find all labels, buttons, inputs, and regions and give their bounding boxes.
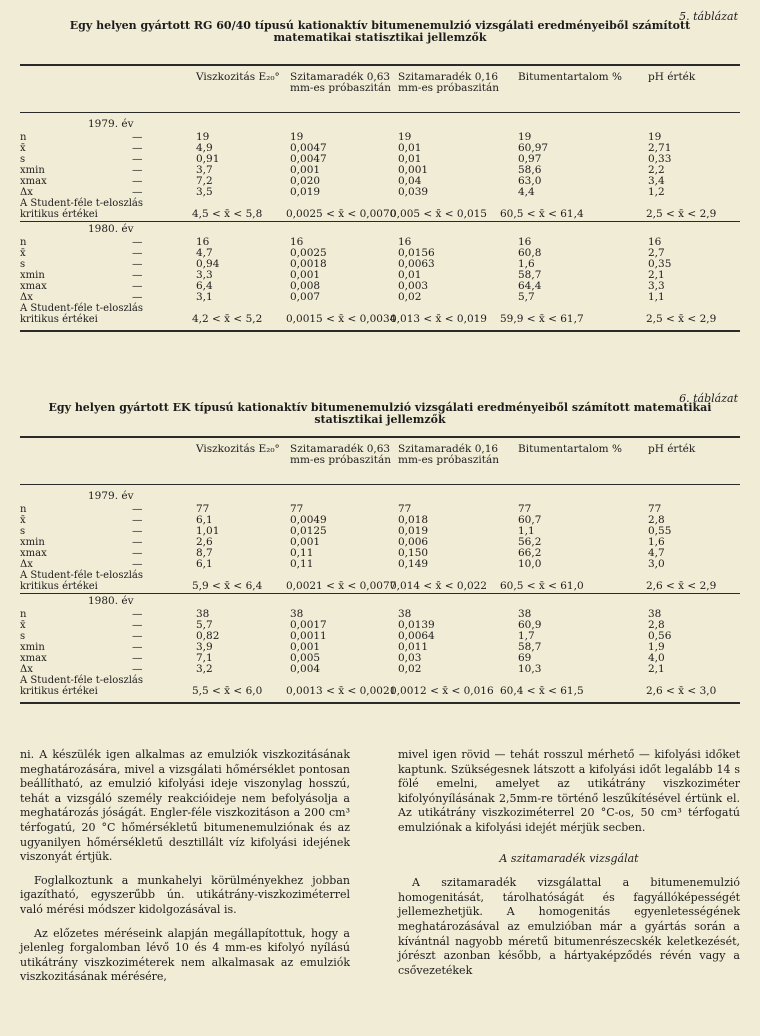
crit-interval: 0,0015 < x̄ < 0,0034 <box>286 313 397 325</box>
row-dash: — <box>132 547 143 559</box>
column-header: Szitamaradék 0,63 mm-es próbaszitán <box>290 71 391 94</box>
table-cell: 16 <box>518 236 532 248</box>
table-cell: 2,2 <box>648 164 665 176</box>
column-header: Bitumentartalom % <box>518 71 622 83</box>
table-cell: 5,7 <box>196 619 213 631</box>
row-label: xmax <box>20 548 47 559</box>
crit-label: kritikus értékei <box>20 581 98 592</box>
table-top-rule <box>20 64 740 66</box>
table-cell: 1,9 <box>648 641 665 653</box>
row-dash: — <box>132 536 143 548</box>
table-cell: 4,4 <box>518 186 535 198</box>
table-cell: 1,7 <box>518 630 535 642</box>
table-cell: 16 <box>196 236 210 248</box>
table-cell: 1,1 <box>648 291 665 303</box>
left-paragraph-1: ni. A készülék igen alkalmas az emulziók viszkozitásának meghatározására, mivel a vizsgálati hőmérséklet pontosan beállítható, az emulzió kifolyási ideje viszonylag hosszú, tehát a vizsgáló személy reakcióideje nem befolyásolja a meghatározás jóságát. Engler-féle viszkozitáson a 200 cm³ térfogatú, 20 °C hőmérsékletű bitumenemulziónak és az ugyanilyen hőmérsékletű desztillált víz kifolyási idejének viszonyát értjük. <box>20 748 350 864</box>
table-cell: 0,0025 <box>290 247 327 259</box>
row-label: Δx <box>20 187 33 198</box>
table-cell: 0,0064 <box>398 630 435 642</box>
table-cell: 6,1 <box>196 558 213 570</box>
table-cell: 3,1 <box>196 291 213 303</box>
table-cell: 16 <box>290 236 304 248</box>
table-cell: 3,3 <box>196 269 213 281</box>
table-cell: 19 <box>648 131 662 143</box>
table-cell: 4,7 <box>196 247 213 259</box>
table-cell: 77 <box>398 503 412 515</box>
row-label: xmin <box>20 537 45 548</box>
table-cell: 0,149 <box>398 558 429 570</box>
table-cell: 0,97 <box>518 153 542 165</box>
table-cell: 2,7 <box>648 247 665 259</box>
table-cell: 56,2 <box>518 536 542 548</box>
table-cell: 58,7 <box>518 641 542 653</box>
table-cell: 4,0 <box>648 652 665 664</box>
table-cell: 38 <box>518 608 532 620</box>
row-label: x̄ <box>20 248 26 259</box>
crit-interval: 2,5 < x̄ < 2,9 <box>646 208 717 220</box>
table-cell: 8,7 <box>196 547 213 559</box>
table-cell: 5,7 <box>518 291 535 303</box>
table-cell: 2,1 <box>648 663 665 675</box>
crit-interval: 2,6 < x̄ < 2,9 <box>646 580 717 592</box>
crit-interval: 4,2 < x̄ < 5,2 <box>192 313 263 325</box>
table-cell: 0,55 <box>648 525 672 537</box>
table-cell: 3,7 <box>196 164 213 176</box>
table-bottom-rule <box>20 702 740 704</box>
table-cell: 77 <box>196 503 210 515</box>
crit-label: kritikus értékei <box>20 209 98 220</box>
table-cell: 69 <box>518 652 532 664</box>
row-dash: — <box>132 175 143 187</box>
table-cell: 10,0 <box>518 558 542 570</box>
table-cell: 7,1 <box>196 652 213 664</box>
table-cell: 7,2 <box>196 175 213 187</box>
table-6 <box>0 392 760 426</box>
column-header: Viszkozitás E₂₀° <box>196 71 280 83</box>
table-cell: 1,6 <box>518 258 535 270</box>
crit-interval: 0,0013 < x̄ < 0,0021 <box>286 685 397 697</box>
table-cell: 2,8 <box>648 514 665 526</box>
row-label: xmin <box>20 642 45 653</box>
row-label: s <box>20 631 26 642</box>
table-5-number: 5. táblázat <box>679 10 738 23</box>
row-dash: — <box>132 619 143 631</box>
row-label: n <box>20 609 27 620</box>
table-cell: 10,3 <box>518 663 542 675</box>
table-cell: 3,0 <box>648 558 665 570</box>
table-cell: 0,001 <box>290 269 321 281</box>
table-cell: 58,7 <box>518 269 542 281</box>
crit-interval: 0,0025 < x̄ < 0,0070 <box>286 208 397 220</box>
row-dash: — <box>132 153 143 165</box>
row-dash: — <box>132 630 143 642</box>
table-cell: 3,4 <box>648 175 665 187</box>
row-dash: — <box>132 247 143 259</box>
table-cell: 1,2 <box>648 186 665 198</box>
crit-interval: 2,5 < x̄ < 2,9 <box>646 313 717 325</box>
crit-label: A Student-féle t-eloszlás <box>20 570 144 581</box>
group-separator-rule <box>20 593 740 594</box>
table-cell: 38 <box>648 608 662 620</box>
table-cell: 0,001 <box>290 164 321 176</box>
left-column <box>20 748 350 994</box>
table-cell: 0,004 <box>290 663 321 675</box>
row-dash: — <box>132 652 143 664</box>
table-cell: 0,0156 <box>398 247 435 259</box>
left-paragraph-3: Az előzetes méréseink alapján megállapítottuk, hogy a jelenleg forgalomban lévő 10 és 4 mm-es kifolyó nyílású utikátrány viszkoziméterek nem alkalmasak az emulziók viszkozitásának mérésére, <box>20 926 350 984</box>
row-dash: — <box>132 503 143 515</box>
crit-label: A Student-féle t-eloszlás <box>20 198 144 209</box>
row-dash: — <box>132 131 143 143</box>
year-label: 1979. év <box>88 118 134 130</box>
table-cell: 3,9 <box>196 641 213 653</box>
table-cell: 0,001 <box>290 536 321 548</box>
table-cell: 0,0139 <box>398 619 435 631</box>
table-cell: 0,11 <box>290 558 314 570</box>
table-cell: 0,01 <box>398 269 422 281</box>
crit-interval: 60,5 < x̄ < 61,0 <box>500 580 584 592</box>
table-cell: 0,0125 <box>290 525 327 537</box>
row-label: xmax <box>20 653 47 664</box>
crit-interval: 0,013 < x̄ < 0,019 <box>390 313 487 325</box>
row-label: xmax <box>20 176 47 187</box>
row-label: xmin <box>20 165 45 176</box>
table-cell: 64,4 <box>518 280 542 292</box>
row-dash: — <box>132 514 143 526</box>
row-label: x̄ <box>20 515 26 526</box>
table-cell: 0,007 <box>290 291 321 303</box>
row-dash: — <box>132 164 143 176</box>
table-cell: 6,1 <box>196 514 213 526</box>
column-header: pH érték <box>648 443 696 455</box>
table-cell: 0,82 <box>196 630 220 642</box>
table-cell: 0,0047 <box>290 153 327 165</box>
crit-interval: 60,5 < x̄ < 61,4 <box>500 208 584 220</box>
table-cell: 38 <box>290 608 304 620</box>
table-cell: 6,4 <box>196 280 213 292</box>
table-cell: 4,9 <box>196 142 213 154</box>
table-cell: 19 <box>518 131 532 143</box>
crit-interval: 0,005 < x̄ < 0,015 <box>390 208 487 220</box>
row-label: Δx <box>20 664 33 675</box>
table-cell: 19 <box>290 131 304 143</box>
table-cell: 60,8 <box>518 247 542 259</box>
row-dash: — <box>132 663 143 675</box>
table-cell: 16 <box>648 236 662 248</box>
left-paragraph-2: Foglalkoztunk a munkahelyi körülményekhez jobban igazítható, egyszerűbb ún. utikátrány-viszkoziméterrel való mérési módszer kidolgozásával is. <box>20 873 350 916</box>
table-cell: 2,1 <box>648 269 665 281</box>
table-top-rule <box>20 436 740 438</box>
table-cell: 16 <box>398 236 412 248</box>
table-cell: 0,0017 <box>290 619 327 631</box>
crit-interval: 0,0012 < x̄ < 0,016 <box>390 685 494 697</box>
table-5-title: Egy helyen gyártott RG 60/40 típusú kationaktív bitumenemulzió vizsgálati eredményeiből számított matematikai statisztikai jellemzők <box>69 19 691 44</box>
table-cell: 1,6 <box>648 536 665 548</box>
table-5 <box>0 10 760 44</box>
crit-interval: 2,6 < x̄ < 3,0 <box>646 685 717 697</box>
section-heading: A szitamaradék vizsgálat <box>499 851 639 865</box>
row-dash: — <box>132 186 143 198</box>
table-cell: 60,7 <box>518 514 542 526</box>
table-cell: 0,006 <box>398 536 429 548</box>
column-header: Bitumentartalom % <box>518 443 622 455</box>
crit-label: kritikus értékei <box>20 314 98 325</box>
table-cell: 0,01 <box>398 142 422 154</box>
crit-interval: 60,4 < x̄ < 61,5 <box>500 685 584 697</box>
row-dash: — <box>132 236 143 248</box>
table-cell: 0,008 <box>290 280 321 292</box>
table-cell: 77 <box>290 503 304 515</box>
year-label: 1979. év <box>88 490 134 502</box>
crit-interval: 5,5 < x̄ < 6,0 <box>192 685 263 697</box>
table-cell: 2,8 <box>648 619 665 631</box>
table-cell: 0,020 <box>290 175 321 187</box>
table-cell: 38 <box>196 608 210 620</box>
right-paragraph-2: A szitamaradék vizsgálattal a bitumenemulzió homogenitását, tárolhatóságát és fagyállóképességét jellemezhetjük. A homogenitás egyenletességének meghatározásával az emulzióban már a gyártás során a kívántnál nagyobb méretű bitumenrészecskék keletkezését, jórészt azonban később, a hártyaképződés révén vagy a csővezetékek <box>398 876 740 977</box>
row-dash: — <box>132 280 143 292</box>
table-cell: 0,001 <box>398 164 429 176</box>
table-header-rule <box>20 112 740 113</box>
column-header: Szitamaradék 0,16 mm-es próbaszitán <box>398 71 499 94</box>
table-cell: 0,56 <box>648 630 672 642</box>
table-6-number: 6. táblázat <box>679 392 738 405</box>
row-label: s <box>20 259 26 270</box>
table-cell: 0,150 <box>398 547 429 559</box>
table-cell: 3,2 <box>196 663 213 675</box>
crit-interval: 0,0021 < x̄ < 0,0077 <box>286 580 397 592</box>
row-dash: — <box>132 258 143 270</box>
column-header: Viszkozitás E₂₀° <box>196 443 280 455</box>
table-cell: 60,9 <box>518 619 542 631</box>
row-label: n <box>20 504 27 515</box>
table-cell: 66,2 <box>518 547 542 559</box>
table-6-title: Egy helyen gyártott EK típusú kationaktív bitumenemulzió vizsgálati eredményeiből számított matematikai statisztikai jellemzők <box>48 401 712 426</box>
table-header-rule <box>20 484 740 485</box>
table-cell: 0,039 <box>398 186 429 198</box>
year-label: 1980. év <box>88 595 134 607</box>
row-dash: — <box>132 142 143 154</box>
row-label: xmin <box>20 270 45 281</box>
row-label: xmax <box>20 281 47 292</box>
table-cell: 58,6 <box>518 164 542 176</box>
table-cell: 60,97 <box>518 142 549 154</box>
crit-interval: 4,5 < x̄ < 5,8 <box>192 208 263 220</box>
table-cell: 38 <box>398 608 412 620</box>
table-cell: 0,01 <box>398 153 422 165</box>
table-cell: 0,019 <box>398 525 429 537</box>
right-paragraph-1: mivel igen rövid — tehát rosszul mérhető — kifolyási időket kaptunk. Szükségesnek látszott a kifolyási időt legalább 14 s fölé emelni, amelyet az utikátrány viszkoziméter kifolyónyílásának 2,5mm-re történő leszűkítésével értünk el. Az utikátrány viszkoziméterrel 20 °C-os, 50 cm³ térfogatú emulziónak a kifolyási idejét mérjük secben. <box>398 748 740 834</box>
table-cell: 0,11 <box>290 547 314 559</box>
crit-label: A Student-féle t-eloszlás <box>20 303 144 314</box>
right-column <box>398 748 740 987</box>
table-cell: 77 <box>648 503 662 515</box>
table-cell: 1,1 <box>518 525 535 537</box>
crit-label: kritikus értékei <box>20 686 98 697</box>
table-cell: 19 <box>196 131 210 143</box>
table-cell: 3,5 <box>196 186 213 198</box>
row-label: n <box>20 237 27 248</box>
table-cell: 2,6 <box>196 536 213 548</box>
table-cell: 63,0 <box>518 175 542 187</box>
table-cell: 0,005 <box>290 652 321 664</box>
row-dash: — <box>132 525 143 537</box>
column-header: Szitamaradék 0,63 mm-es próbaszitán <box>290 443 391 466</box>
table-cell: 0,0047 <box>290 142 327 154</box>
table-cell: 77 <box>518 503 532 515</box>
table-cell: 0,0011 <box>290 630 327 642</box>
table-cell: 0,0049 <box>290 514 327 526</box>
table-cell: 0,003 <box>398 280 429 292</box>
row-label: s <box>20 154 26 165</box>
row-label: s <box>20 526 26 537</box>
table-cell: 3,3 <box>648 280 665 292</box>
table-cell: 0,35 <box>648 258 672 270</box>
row-dash: — <box>132 269 143 281</box>
table-cell: 0,03 <box>398 652 422 664</box>
table-cell: 0,91 <box>196 153 220 165</box>
row-label: Δx <box>20 559 33 570</box>
table-cell: 0,001 <box>290 641 321 653</box>
table-cell: 0,04 <box>398 175 422 187</box>
table-cell: 0,02 <box>398 663 422 675</box>
table-cell: 0,011 <box>398 641 429 653</box>
row-dash: — <box>132 291 143 303</box>
crit-label: A Student-féle t-eloszlás <box>20 675 144 686</box>
year-label: 1980. év <box>88 223 134 235</box>
crit-interval: 59,9 < x̄ < 61,7 <box>500 313 584 325</box>
table-cell: 0,33 <box>648 153 672 165</box>
table-cell: 0,018 <box>398 514 429 526</box>
table-cell: 0,0018 <box>290 258 327 270</box>
row-dash: — <box>132 558 143 570</box>
column-header: pH érték <box>648 71 696 83</box>
row-label: Δx <box>20 292 33 303</box>
table-cell: 19 <box>398 131 412 143</box>
row-label: n <box>20 132 27 143</box>
table-cell: 0,019 <box>290 186 321 198</box>
table-cell: 0,02 <box>398 291 422 303</box>
table-bottom-rule <box>20 330 740 332</box>
table-cell: 0,0063 <box>398 258 435 270</box>
crit-interval: 0,014 < x̄ < 0,022 <box>390 580 487 592</box>
row-label: x̄ <box>20 143 26 154</box>
column-header: Szitamaradék 0,16 mm-es próbaszitán <box>398 443 499 466</box>
row-label: x̄ <box>20 620 26 631</box>
crit-interval: 5,9 < x̄ < 6,4 <box>192 580 263 592</box>
group-separator-rule <box>20 221 740 222</box>
row-dash: — <box>132 608 143 620</box>
row-dash: — <box>132 641 143 653</box>
table-cell: 1,01 <box>196 525 220 537</box>
table-cell: 2,71 <box>648 142 672 154</box>
table-cell: 4,7 <box>648 547 665 559</box>
table-cell: 0,94 <box>196 258 220 270</box>
